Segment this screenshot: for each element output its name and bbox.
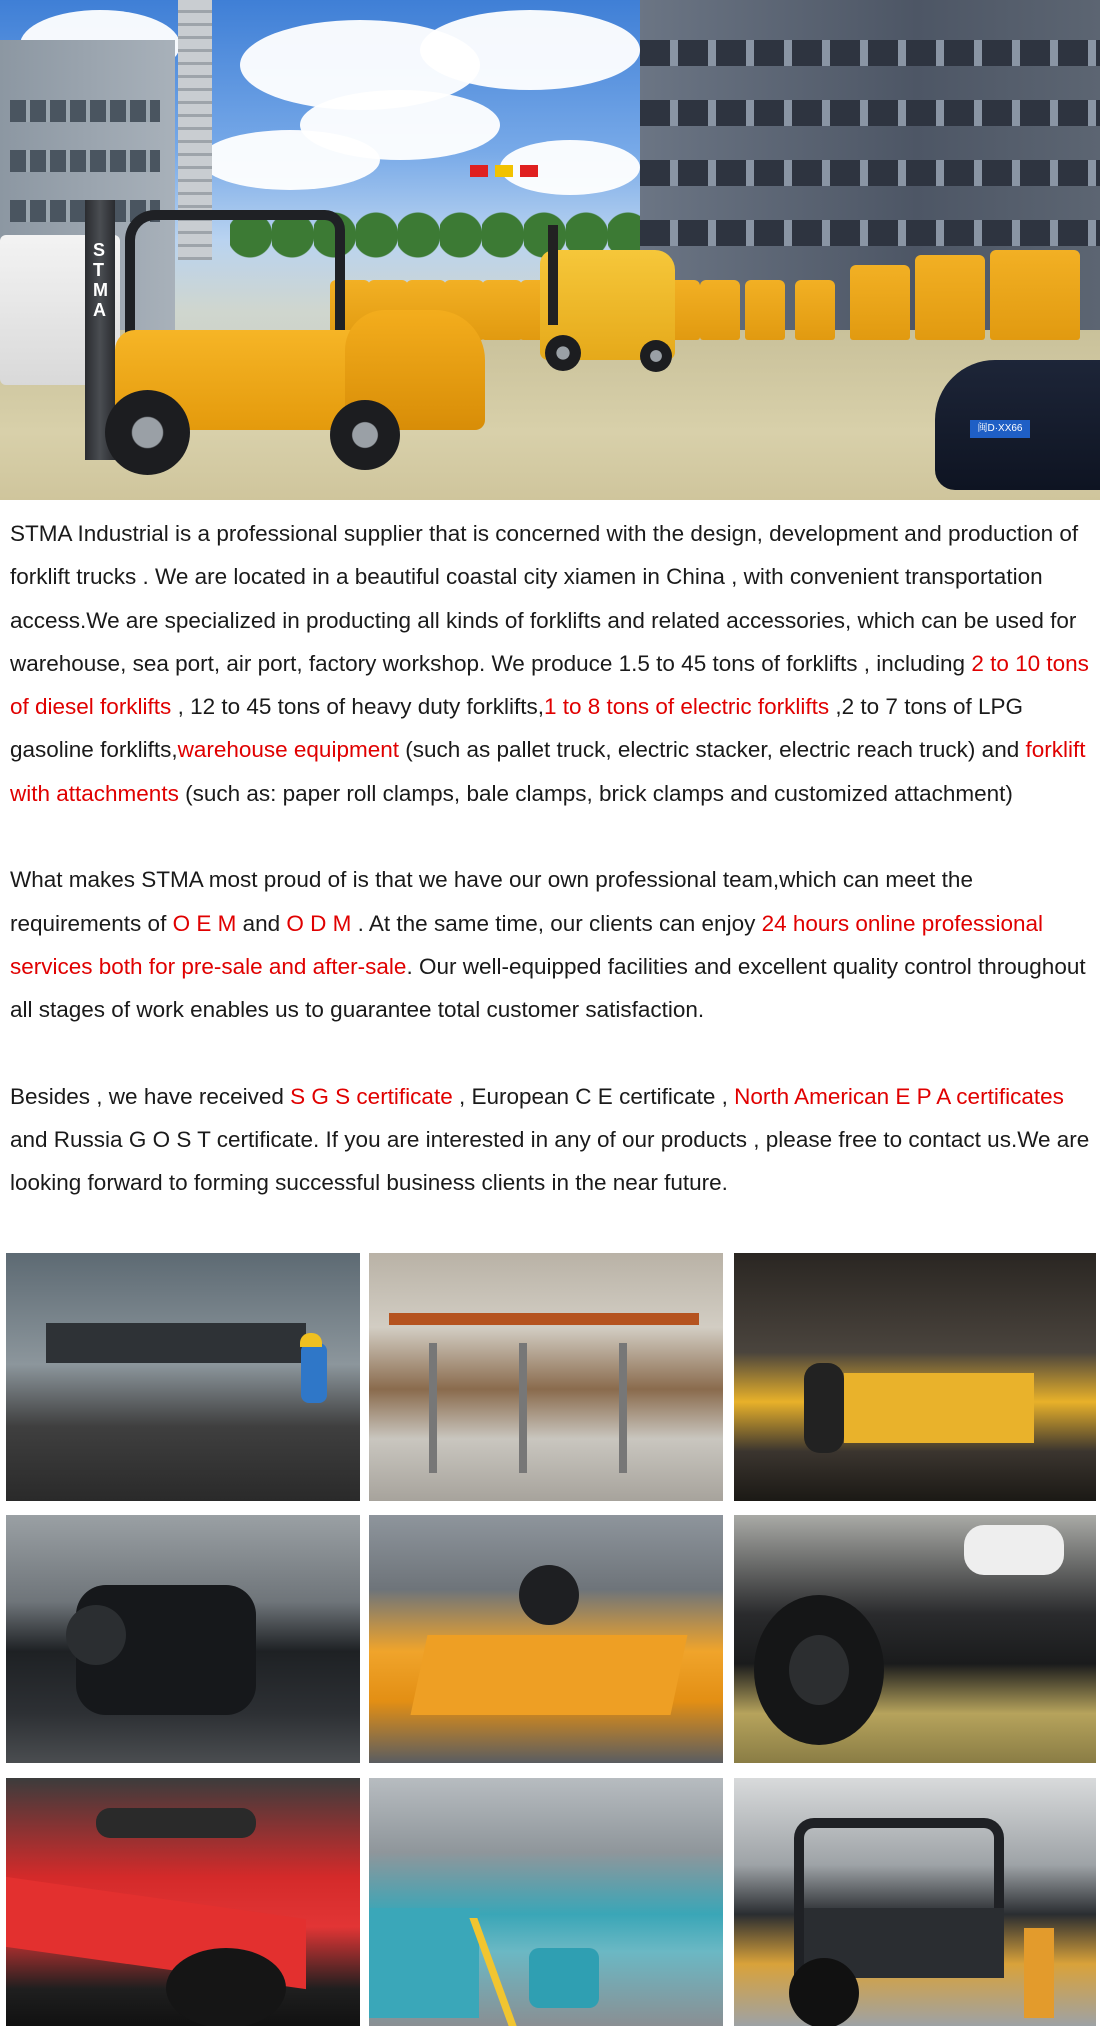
highlight-text: 2 to 10 tons of diesel forklifts [10, 650, 1089, 720]
mast-brand-label: STMA [93, 240, 108, 320]
body-text: , 12 to 45 tons of heavy duty forklifts, [171, 694, 545, 720]
drive-axle-photo [734, 1515, 1096, 1763]
body-text: What makes STMA most proud of is that we have our own professional team,which can meet the requirements of [10, 867, 973, 936]
hero-photo [0, 0, 1100, 500]
highlight-text: O E M [172, 910, 237, 936]
body-text: . At the same time, our clients can enjoy [351, 910, 762, 936]
highlight-text: O D M [286, 910, 352, 936]
highlight-text: forklift with attachments [10, 737, 1086, 806]
hydraulic-cylinder-photo [6, 1778, 360, 2026]
body-text: . Our well-equipped facilities and excellent quality control throughout all stages of work enables us to guarantee total customer satisfaction. [10, 953, 1086, 1023]
body-text: , European C E certificate , [452, 1083, 735, 1109]
shot-blasting-photo [734, 1253, 1096, 1501]
paint-line-photo [369, 1253, 723, 1501]
body-text: and Russia G O S T certificate. If you are interested in any of our products , please free to contact us.We are looking forward to forming successful business clients in the near future. [10, 1127, 1090, 1196]
company-description [10, 512, 1090, 1205]
cutting-workshop-photo [6, 1253, 360, 1501]
team-paragraph [10, 858, 1090, 1031]
body-text: (such as: paper roll clamps, bale clamps, brick clamps and customized attachment) [178, 780, 1013, 806]
chassis-assembly-photo [369, 1515, 723, 1763]
body-text: Besides , we have received [10, 1083, 291, 1109]
body-text: and [236, 910, 287, 936]
body-text: (such as pallet truck, electric stacker, electric reach truck) and [398, 737, 1026, 763]
factory-gallery [6, 1253, 1096, 2025]
forklift-main [75, 200, 495, 470]
finished-forklift-photo [734, 1778, 1096, 2026]
assembly-line-photo [369, 1778, 723, 2026]
engine-photo [6, 1515, 360, 1763]
parked-car [935, 360, 1100, 490]
highlight-text: S G S certificate [290, 1083, 453, 1109]
intro-paragraph [10, 512, 1090, 815]
highlight-text: 24 hours online professional services both for pre-sale and after-sale [10, 910, 1044, 979]
highlight-text: warehouse equipment [177, 737, 399, 763]
highlight-text: 1 to 8 tons of electric forklifts [544, 694, 830, 720]
body-text: STMA Industrial is a professional supplier that is concerned with the design, development and production of forklift trucks . We are located in a beautiful coastal city xiamen in China , with convenient transportation access.We are specialized in producting all kinds of forklifts and related accessories, which can be used for warehouse, sea port, air port, factory workshop. We produce 1.5 to 45 tons of forklifts , including [10, 521, 1079, 676]
highlight-text: North American E P A certificates [734, 1083, 1064, 1109]
certificates-paragraph [10, 1075, 1090, 1205]
body-text: ,2 to 7 tons of LPG gasoline forklifts, [10, 694, 1024, 763]
car-plate: 闽D·XX66 [970, 420, 1030, 438]
